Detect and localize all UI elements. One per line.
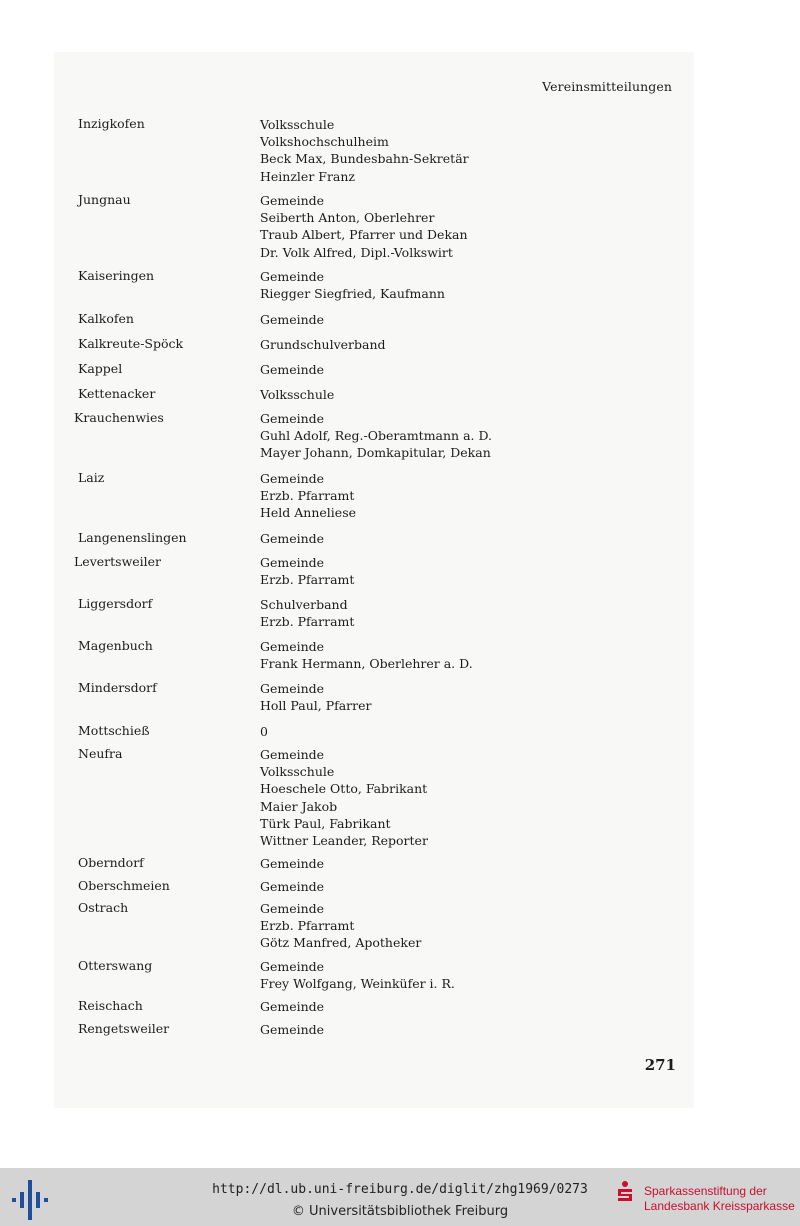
place-name: Oberndorf xyxy=(78,855,144,870)
place-name: Kaiseringen xyxy=(78,268,155,283)
member-item: Gemeinde xyxy=(260,639,325,654)
member-list xyxy=(260,900,421,952)
member-list xyxy=(260,1021,324,1038)
member-list xyxy=(260,855,324,872)
member-item: Maier Jakob xyxy=(260,798,338,814)
member-list xyxy=(260,192,468,261)
member-item: Heinzler Franz xyxy=(260,168,356,184)
member-list xyxy=(260,311,324,328)
member-item: Gemeinde xyxy=(260,1022,325,1037)
member-list xyxy=(260,554,354,588)
sponsor-line-1: Sparkassenstiftung der xyxy=(644,1184,767,1198)
member-item: Gemeinde xyxy=(260,901,325,916)
member-item: Gemeinde xyxy=(260,193,325,208)
member-item: Volksschule xyxy=(260,387,335,402)
member-item: Guhl Adolf, Reg.-Oberamtmann a. D. xyxy=(260,428,493,444)
member-item: Held Anneliese xyxy=(260,505,357,521)
member-item: Gemeinde xyxy=(260,681,325,696)
place-name: Inzigkofen xyxy=(78,116,145,131)
member-item: Seiberth Anton, Oberlehrer xyxy=(260,210,435,226)
member-item: Frey Wolfgang, Weinküfer i. R. xyxy=(260,976,455,992)
member-item: Erzb. Pfarramt xyxy=(260,572,355,588)
member-item: Gemeinde xyxy=(260,747,325,762)
running-header: Vereinsmitteilungen xyxy=(542,79,672,94)
copyright-notice: © Universitätsbibliothek Freiburg xyxy=(291,1204,509,1219)
member-item: Grundschulverband xyxy=(260,337,386,352)
member-list xyxy=(260,638,473,672)
member-list xyxy=(260,336,386,353)
place-name: Levertsweiler xyxy=(74,554,162,569)
place-name: Otterswang xyxy=(78,958,153,973)
place-name: Rengetsweiler xyxy=(78,1021,170,1036)
place-name: Mindersdorf xyxy=(78,680,157,695)
member-item: Gemeinde xyxy=(260,269,325,284)
member-item: Gemeinde xyxy=(260,959,325,974)
sparkasse-s-icon xyxy=(614,1180,636,1202)
member-item: Volkshochschulheim xyxy=(260,134,389,150)
member-item: Erzb. Pfarramt xyxy=(260,614,355,630)
member-list xyxy=(260,596,354,630)
place-name: Kettenacker xyxy=(78,386,156,401)
member-list xyxy=(260,530,324,547)
member-item: Hoeschele Otto, Fabrikant xyxy=(260,781,428,797)
member-item: Beck Max, Bundesbahn-Sekretär xyxy=(260,151,469,167)
member-item: Gemeinde xyxy=(260,555,325,570)
member-item: Volksschule xyxy=(260,117,335,132)
member-list xyxy=(260,361,324,378)
place-name: Ostrach xyxy=(78,900,129,915)
place-name: Krauchenwies xyxy=(74,410,164,425)
member-item: Holl Paul, Pfarrer xyxy=(260,698,372,714)
member-item: Götz Manfred, Apotheker xyxy=(260,935,422,951)
place-name: Magenbuch xyxy=(78,638,153,653)
member-item: Türk Paul, Fabrikant xyxy=(260,815,391,831)
place-name: Kappel xyxy=(78,361,123,376)
member-list xyxy=(260,878,324,895)
place-name: Reischach xyxy=(78,998,143,1013)
page-number: 271 xyxy=(644,1056,676,1074)
member-list xyxy=(260,680,372,714)
member-item: Gemeinde xyxy=(260,531,325,546)
member-item: Riegger Siegfried, Kaufmann xyxy=(260,286,445,302)
place-name: Laiz xyxy=(78,470,105,485)
member-item: Wittner Leander, Reporter xyxy=(260,833,428,849)
place-name: Liggersdorf xyxy=(78,596,153,611)
member-list xyxy=(260,386,334,403)
permalink[interactable]: http://dl.ub.uni-freiburg.de/diglit/zhg1969/0273 xyxy=(212,1182,588,1197)
member-item: Dr. Volk Alfred, Dipl.-Volkswirt xyxy=(260,244,453,260)
footer-bar xyxy=(0,1168,800,1226)
sponsor-line-2: Landesbank Kreissparkasse xyxy=(644,1199,795,1213)
member-item: Frank Hermann, Oberlehrer a. D. xyxy=(260,656,473,672)
member-item: Gemeinde xyxy=(260,879,325,894)
member-item: Gemeinde xyxy=(260,471,325,486)
member-item: Erzb. Pfarramt xyxy=(260,918,355,934)
member-item: Mayer Johann, Domkapitular, Dekan xyxy=(260,445,491,461)
member-item: Schulverband xyxy=(260,597,348,612)
member-item: Volksschule xyxy=(260,764,335,780)
member-list xyxy=(260,723,268,740)
member-item: Gemeinde xyxy=(260,411,325,426)
member-list xyxy=(260,746,428,849)
member-list xyxy=(260,268,445,302)
member-item: Gemeinde xyxy=(260,856,325,871)
member-list xyxy=(260,410,492,462)
member-item: Erzb. Pfarramt xyxy=(260,488,355,504)
member-item: Gemeinde xyxy=(260,999,325,1014)
place-name: Neufra xyxy=(78,746,123,761)
place-name: Oberschmeien xyxy=(78,878,170,893)
member-list xyxy=(260,998,324,1015)
member-list xyxy=(260,116,469,185)
place-name: Mottschieß xyxy=(78,723,150,738)
place-name: Jungnau xyxy=(78,192,131,207)
member-item: Gemeinde xyxy=(260,312,325,327)
member-item: Gemeinde xyxy=(260,362,325,377)
member-list xyxy=(260,958,455,992)
place-name: Langenenslingen xyxy=(78,530,187,545)
place-name: Kalkofen xyxy=(78,311,134,326)
member-item: Traub Albert, Pfarrer und Dekan xyxy=(260,227,468,243)
place-name: Kalkreute-Spöck xyxy=(78,336,184,351)
member-list xyxy=(260,470,356,522)
member-item: 0 xyxy=(260,724,268,739)
